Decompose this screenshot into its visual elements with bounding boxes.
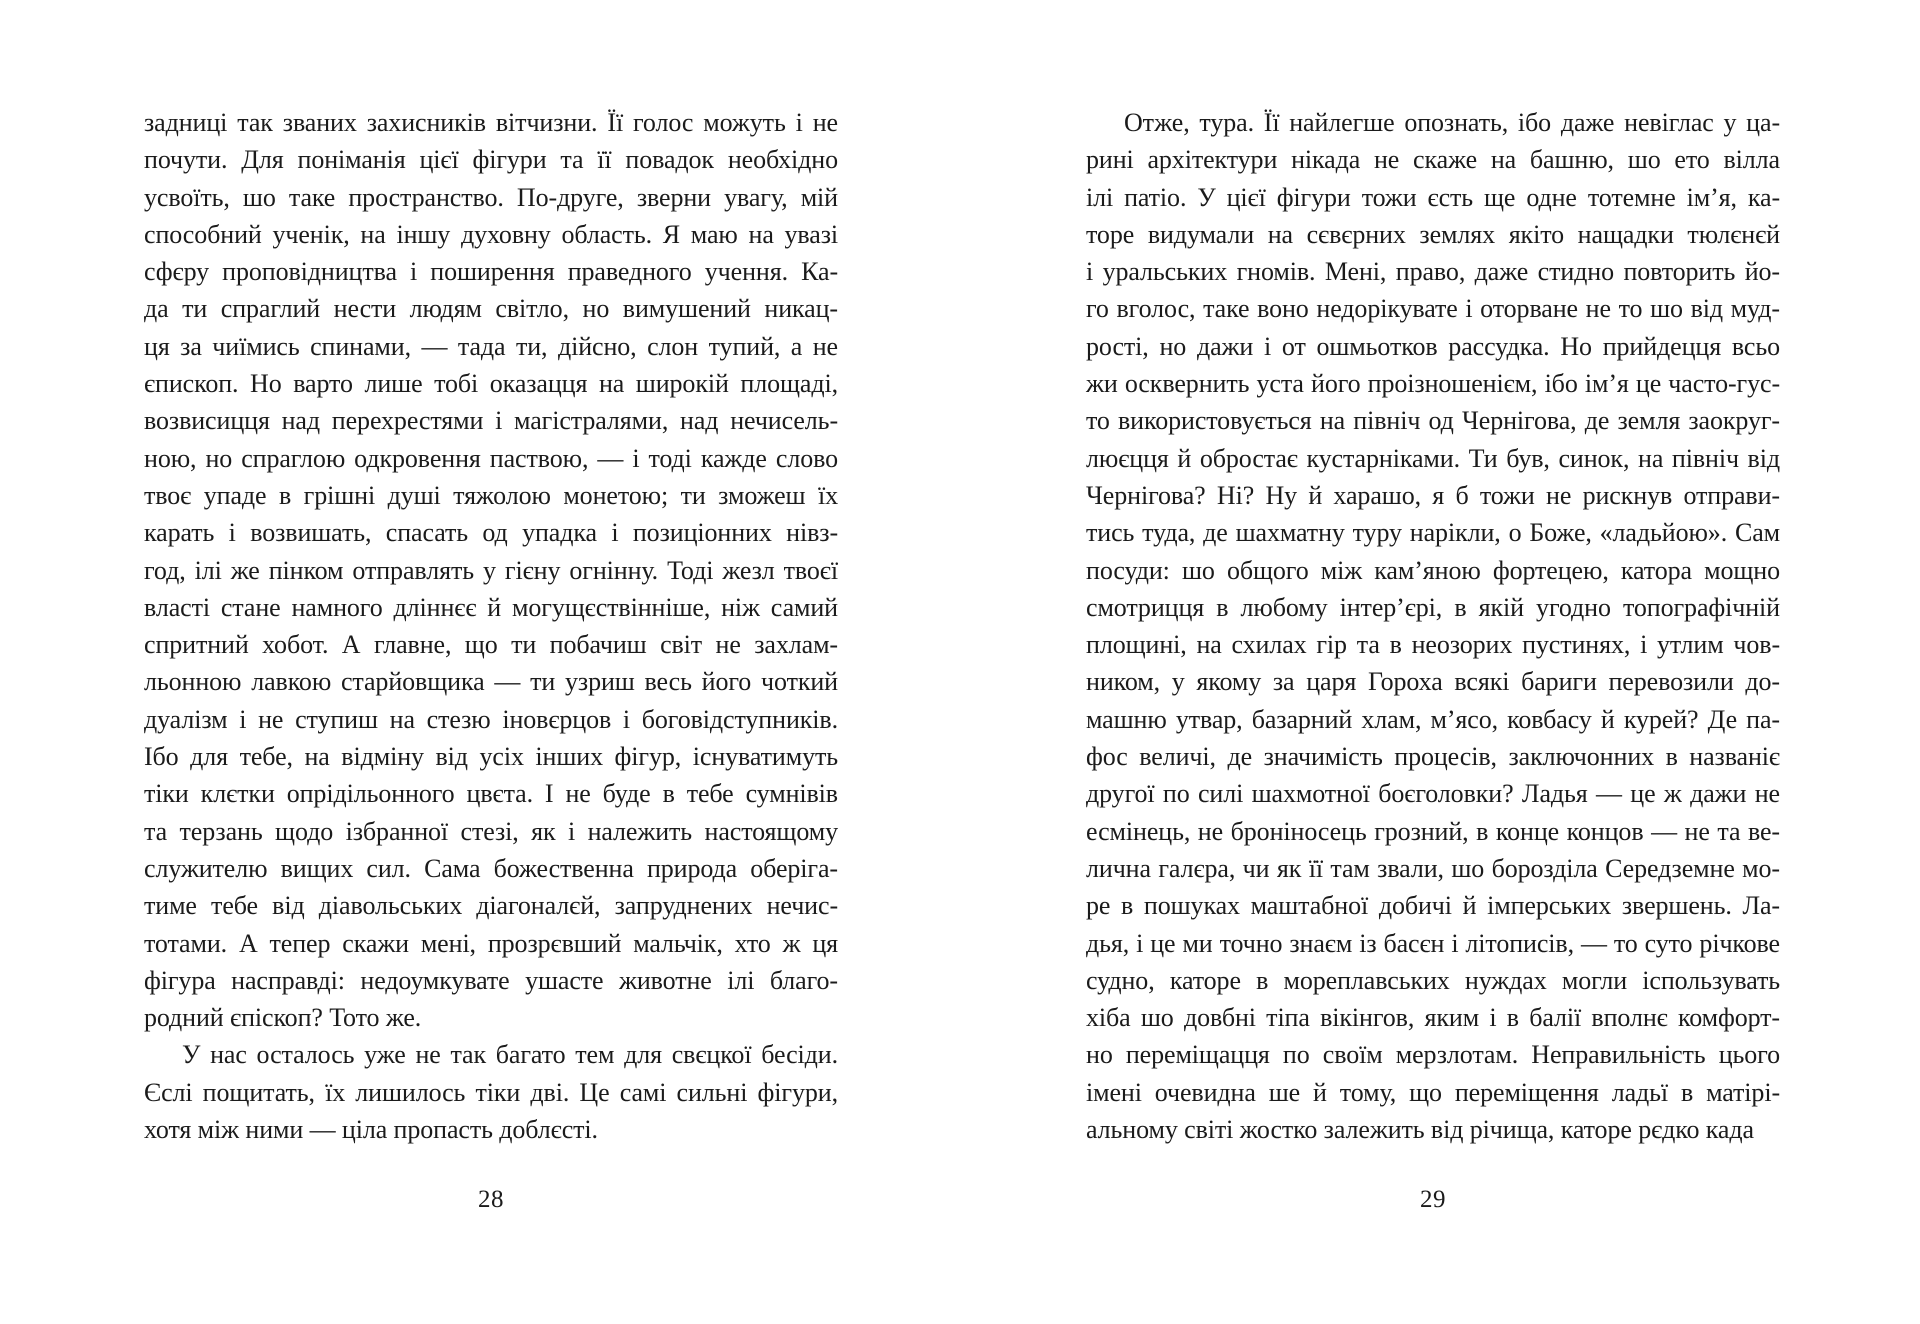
text-line: ілі патіо. У цієї фігури тожи єсть ще одне тотемне ім’я, ка-	[1086, 182, 1780, 212]
text-line: родний єпіскоп? Тото же.	[144, 1003, 422, 1033]
text-line: да ти спраглий нести людям світло, но вимушений никац-	[144, 294, 838, 324]
text-line: У нас осталось уже не так багато тем для свєцкої бесіди.	[182, 1040, 838, 1070]
text-line: Отже, тура. Її найлегше опознать, ібо даже невіглас у ца-	[1124, 108, 1780, 137]
text-line: посуди: шо общого між кам’яною фортецею, катора мощно	[1086, 555, 1780, 585]
text-line: власті стане намного длiннєє й могущєствінніше, ніж самий	[144, 592, 838, 622]
text-line: тіки клєтки опрідільонного цвєта. І не буде в тебе сумнівів	[144, 779, 838, 809]
text-line: тись туда, де шахматну туру нарікли, о Боже, «ладьйою». Сам	[1086, 518, 1780, 548]
text-line: спритний хобот. А главне, що ти побачиш світ не захлам-	[144, 630, 838, 660]
text-line: хотя між ними — ціла пропасть доблєсті.	[144, 1115, 598, 1145]
page-left-text-block	[144, 104, 838, 1148]
text-line: усвоїть, шо таке пространство. По-друге, зверни увагу, мій	[144, 182, 838, 212]
text-line: Чернігова? Ні? Ну й харашо, я б тожи не рискнув отправи-	[1086, 480, 1780, 510]
text-line: і уральських гномів. Мені, право, даже стидно повторить йо-	[1086, 257, 1780, 287]
text-line: альному світі жостко залежить від річища, каторе рєдко када	[1086, 1115, 1754, 1145]
text-line: фос величі, де значимість процесів, заключонних в названіє	[1086, 742, 1780, 772]
page-right-page-number: 29	[1420, 1186, 1446, 1213]
text-line: рині архітектури нікада не скаже на башню, шо ето вілла	[1086, 145, 1780, 175]
text-line: способний ученік, на іншу духовну область. Я маю на увазі	[144, 219, 838, 249]
text-line: площині, на схилах гір та в неозорих пустинях, і утлим чов-	[1086, 630, 1780, 660]
text-line: но переміщацця по своїм мерзлотам. Неправильність цього	[1086, 1040, 1780, 1070]
text-line: Єслі пощитать, їх лишилось тіки дві. Це самі сильні фігури,	[144, 1077, 838, 1107]
text-line: тиме тебе від діавольських діагоналєй, запруднених нечис-	[144, 891, 838, 921]
text-line: судно, каторе в мореплавських нуждах могли іспользувать	[1086, 965, 1780, 995]
text-line: почути. Для поніманія цієї фігури та її повадок необхідно	[144, 145, 838, 175]
text-line: та терзань щодо ізбранної стезі, як і належить настоящому	[144, 816, 838, 846]
paragraph	[144, 104, 838, 1036]
paragraph	[144, 1036, 838, 1148]
text-line: возвисицця над перехрестями і магістралями, над нечисель-	[144, 406, 838, 436]
text-line: карать і возвишать, спасать од упадка і позиціонних нівз-	[144, 518, 838, 548]
text-line: то використовується на північ од Чернігова, де земля заокруг-	[1086, 406, 1780, 436]
text-line: Ібо для тебе, на відміну від усіх інших фігур, існуватимуть	[144, 742, 838, 772]
text-line: ником, у якому за царя Гороха всякі бариги перевозили до-	[1086, 667, 1780, 697]
text-line: лична галєра, чи як її там звали, шо борозділа Середземне мо-	[1086, 853, 1780, 883]
text-line: фігура насправді: недоумкувате ушасте животне ілі благо-	[144, 965, 838, 995]
text-line: єпископ. Но варто лише тобі оказацця на широкій площаді,	[144, 369, 838, 399]
text-line: твоє упаде в грішні душі тяжолою монетою; ти зможеш їх	[144, 480, 838, 510]
text-line: хіба шо довбні тіпа вікінгов, яким і в балії вполнє комфорт-	[1086, 1003, 1780, 1033]
text-line: імені очевидна ше й тому, що переміщення ладьї в матірі-	[1086, 1077, 1780, 1107]
text-line: задниці так званих захисників вітчизни. Її голос можуть і не	[144, 108, 838, 137]
page-left-page-number: 28	[478, 1186, 504, 1213]
text-line: дуалізм і не ступиш на стезю іновєрцов і боговідступників.	[144, 704, 838, 734]
text-line: жи осквернить уста його проізношенієм, ібо ім’я це часто-гус-	[1086, 369, 1780, 399]
text-line: люєцця й обростає кустарніками. Ти був, синок, на північ від	[1086, 443, 1780, 473]
paragraph	[1086, 104, 1780, 1148]
text-line: торе видумали на сєвєрних землях якіто нащадки тюлєнєй	[1086, 219, 1780, 249]
text-line: рості, но дажи і от ошмьотков рассудка. Но прийдецця всьо	[1086, 331, 1780, 361]
text-line: смотрицця в любому інтер’єрі, в якій угодно топографічній	[1086, 592, 1780, 622]
text-line: сфєру проповідництва і поширення праведного учення. Ка-	[144, 257, 838, 287]
page-right-text-block	[1086, 104, 1780, 1148]
text-line: ною, но спраглою одкровення паствою, — і тоді кажде слово	[144, 443, 838, 473]
text-line: другої по силі шахмотної боєголовки? Ладья — це ж дажи не	[1086, 779, 1780, 809]
text-line: тотами. А тепер скажи мені, прозрєвший мальчік, хто ж ця	[144, 928, 838, 958]
text-line: машню утвар, базарний хлам, м’ясо, ковбасу й курей? Де па-	[1086, 704, 1780, 734]
text-line: год, ілі же пінком отправлять у гієну огнінну. Тоді жезл твоєї	[144, 555, 838, 585]
text-line: есмінець, не броніносець грозний, в конце концов — не та ве-	[1086, 816, 1780, 846]
text-line: ця за чиїмись спинами, — тада ти, дійсно, слон тупий, а не	[144, 331, 838, 361]
text-line: дья, і це ми точно знаєм із басєн і літописів, — то суто річкове	[1086, 928, 1780, 958]
text-line: ре в пошуках маштабної добичі й імперських звершень. Ла-	[1086, 891, 1780, 921]
text-line: служителю вищих сил. Сама божественна природа оберіга-	[144, 853, 838, 883]
text-line: льонною лавкою старйовщика — ти узриш весь його чоткий	[144, 667, 838, 697]
text-line: го вголос, таке воно недорікувате і оторване не то шо від муд-	[1086, 294, 1780, 324]
